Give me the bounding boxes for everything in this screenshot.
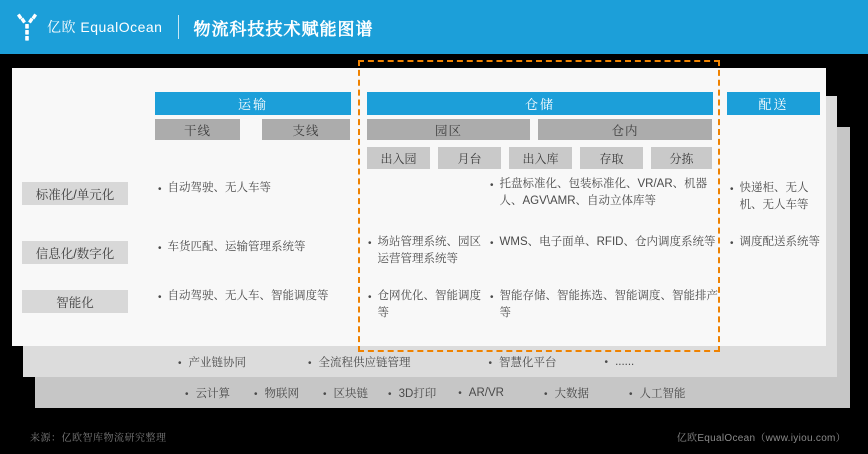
cell-text: 智能存储、智能拣选、智能调度、智能排产等 [499, 290, 719, 319]
column-header-delivery: 配送 [727, 92, 820, 115]
row-label-standardization: 标准化/单元化 [22, 182, 128, 205]
bullet-icon [730, 180, 734, 213]
bullet-icon [544, 388, 548, 400]
cell-text: 快递柜、无人机、无人车等 [739, 182, 809, 211]
row-label-intelligence: 智能化 [22, 290, 128, 313]
band-item-label: 3D打印 [398, 387, 437, 400]
bullet-icon [254, 388, 258, 400]
cell-delivery-standardization [730, 180, 826, 213]
bullet-icon [605, 356, 609, 368]
bullet-icon [458, 387, 462, 399]
bullet-icon [368, 234, 372, 267]
cell-transport-digitalization [158, 239, 350, 256]
tech-band-item [254, 385, 299, 401]
tech-band [35, 377, 850, 408]
brand-logo [14, 12, 162, 42]
cell-warehouse-yuanqu-digitalization [368, 234, 486, 267]
bullet-icon [323, 388, 327, 400]
platform-band-item [308, 354, 411, 370]
top-header-bar [0, 0, 868, 54]
subheader-trunk-line: 干线 [155, 119, 240, 140]
column-header-transport: 运输 [155, 92, 351, 115]
subheader2-sorting: 分拣 [651, 147, 712, 169]
bullet-icon [629, 388, 633, 400]
bullet-icon [490, 234, 494, 251]
cell-text: 自动驾驶、无人车、智能调度等 [167, 290, 329, 302]
cell-text: 车货匹配、运输管理系统等 [167, 241, 306, 253]
tech-band-item [185, 385, 230, 401]
bullet-icon [158, 288, 162, 305]
matrix-panel [12, 68, 826, 346]
tech-band-item [544, 385, 589, 401]
cell-warehouse-cangnei-digitalization [490, 234, 722, 251]
band-item-label: AR/VR [468, 386, 504, 399]
cell-delivery-digitalization [730, 234, 826, 251]
band-item-label: 全流程供应链管理 [318, 356, 411, 369]
band-item-label: 大数据 [554, 387, 589, 400]
band-item-label: 人工智能 [639, 387, 686, 400]
equalocean-logo-icon [14, 12, 40, 42]
subheader-in-warehouse: 仓内 [538, 119, 712, 140]
cell-warehouse-cangnei-standardization [490, 176, 722, 209]
subheader2-dock: 月台 [438, 147, 501, 169]
band-item-label: 智慧化平台 [499, 356, 557, 369]
tech-band-item [629, 385, 686, 401]
tech-band-item [388, 385, 436, 401]
bullet-icon [388, 388, 392, 400]
cell-text: 仓网优化、智能调度等 [377, 290, 482, 319]
tech-band-item [323, 385, 368, 401]
band-item-label: 云计算 [195, 387, 231, 400]
subheader2-stock-in-out: 出入库 [509, 147, 572, 169]
band-item-label: 产业链协同 [188, 356, 247, 369]
cell-text: 场站管理系统、园区运营管理系统等 [377, 236, 482, 265]
tech-band-item [458, 387, 504, 399]
bullet-icon [185, 388, 189, 400]
bullet-icon [308, 357, 312, 369]
subheader-branch-line: 支线 [262, 119, 350, 140]
subheader2-gate-in-out: 出入园 [367, 147, 430, 169]
band-item-label: ...... [615, 355, 635, 368]
platform-band-item [605, 356, 635, 368]
cell-warehouse-cangnei-intelligence [490, 288, 722, 321]
cell-text: 自动驾驶、无人车等 [167, 182, 272, 194]
cell-transport-standardization [158, 180, 350, 197]
column-header-warehouse: 仓储 [367, 92, 713, 115]
platform-band-item [178, 354, 246, 370]
platform-band [23, 346, 837, 377]
band-item-label: 区块链 [333, 387, 369, 400]
bullet-icon [368, 288, 372, 321]
bullet-icon [178, 357, 182, 369]
bullet-icon [490, 176, 494, 209]
subheader-park: 园区 [367, 119, 530, 140]
cell-text: WMS、电子面单、RFID、仓内调度系统等 [499, 236, 716, 248]
page-title: 物流科技技术赋能图谱 [193, 19, 374, 39]
platform-band-item [489, 354, 557, 370]
brand-logo-text: 亿欧 EqualOcean [47, 19, 163, 35]
row-label-digitalization: 信息化/数字化 [22, 241, 128, 264]
cell-text: 调度配送系统等 [739, 236, 821, 248]
bullet-icon [489, 357, 493, 369]
cell-transport-intelligence [158, 288, 350, 305]
bullet-icon [158, 180, 162, 197]
bullet-icon [158, 239, 162, 256]
header-divider [178, 15, 179, 39]
cell-text: 托盘标准化、包装标准化、VR/AR、机器人、AGV\AMR、自动立体库等 [499, 178, 708, 207]
bullet-icon [730, 234, 734, 251]
footer-source-text: 来源：亿欧智库物流研究整理 [30, 433, 167, 444]
footer-site-text: 亿欧EqualOcean（www.iyiou.com） [676, 433, 846, 444]
cell-warehouse-yuanqu-intelligence [368, 288, 486, 321]
subheader2-storage: 存取 [580, 147, 643, 169]
band-item-label: 物联网 [264, 387, 300, 400]
bullet-icon [490, 288, 494, 321]
